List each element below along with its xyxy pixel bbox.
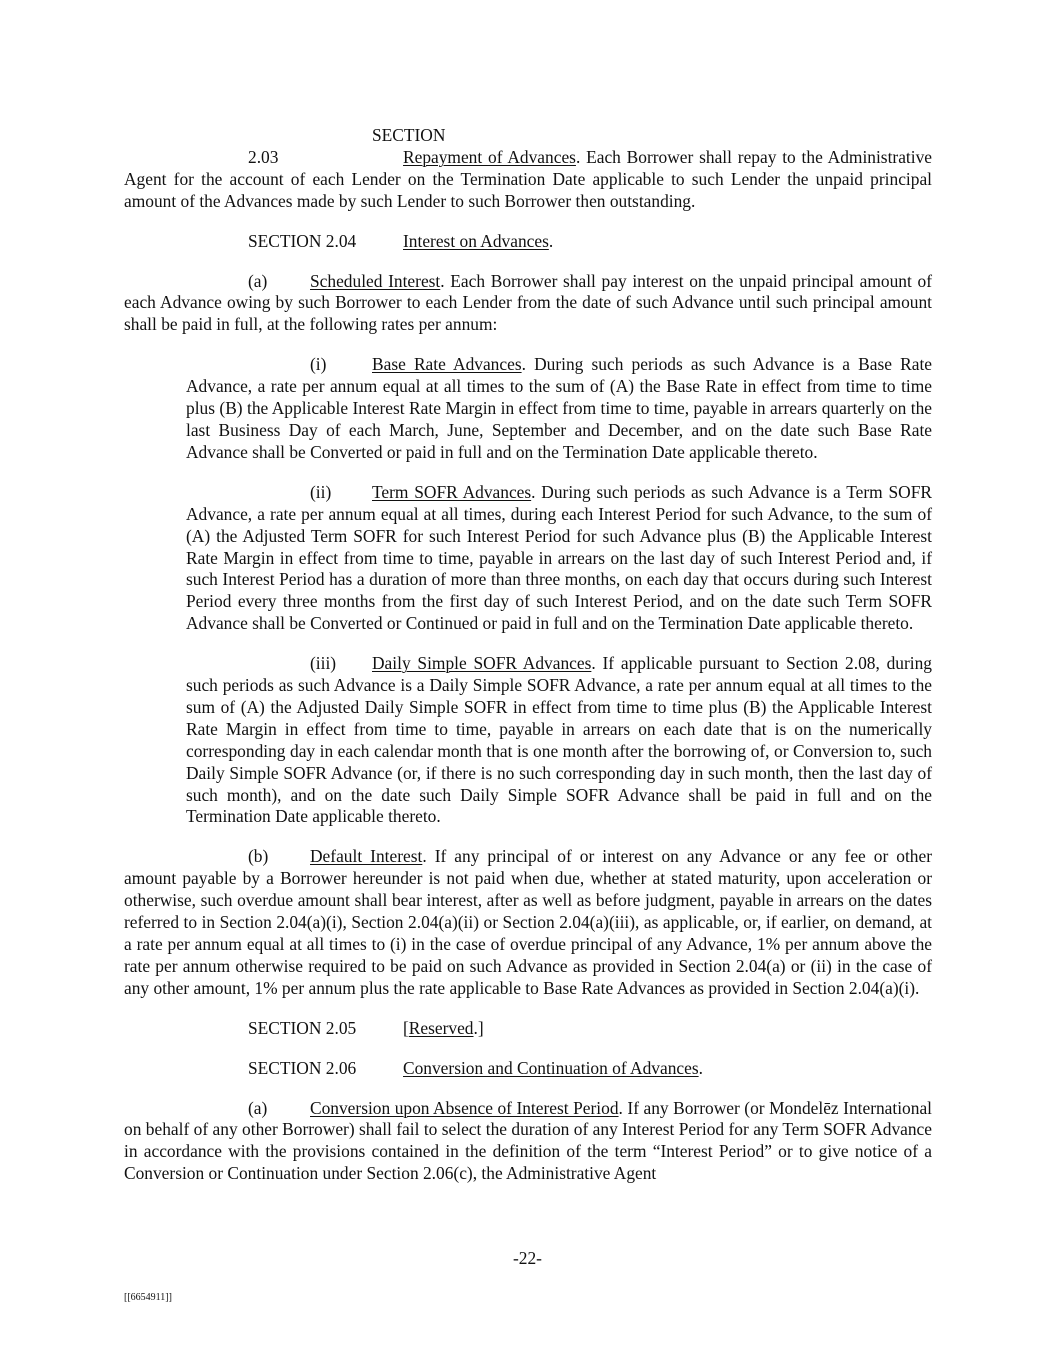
section-title: Repayment of Advances bbox=[403, 146, 576, 167]
document-id: [[6654911]] bbox=[124, 1292, 172, 1303]
body-text bbox=[124, 125, 932, 1203]
clause-label: (iii) bbox=[310, 653, 337, 674]
clause-title: Term SOFR Advances bbox=[372, 481, 532, 502]
bracket-open: [ bbox=[403, 1017, 409, 1038]
clause-title: Daily Simple SOFR Advances bbox=[372, 653, 592, 674]
section-title: Interest on Advances bbox=[403, 230, 549, 251]
section-text: . Each Borrower shall repay to the Administrative Agent for the account of each Lender on the Termination Date applicable to such Lender the unpaid principal amount of the Advances made by such Lender to such Borrower then outstanding. bbox=[124, 146, 932, 211]
section-2-05-heading bbox=[124, 1018, 932, 1040]
clause-label: (a) bbox=[248, 270, 268, 291]
clause-text: . During such periods as such Advance is a Base Rate Advance, a rate per annum equal at all times to the sum of (A) the Base Rate in effect from time to time plus (B) the Applicable Interest Rate Margin in effect from time to time, payable in arrears quarterly on the last Business Day of each March, June, September and December, and on the date such Base Rate Advance shall be Converted or paid in full and on the Termination Date applicable thereto. bbox=[186, 354, 932, 462]
clause-title: Base Rate Advances bbox=[372, 354, 522, 375]
clause-title: Conversion upon Absence of Interest Period bbox=[310, 1097, 619, 1118]
clause-title: Scheduled Interest bbox=[310, 270, 441, 291]
bracket-close: .] bbox=[473, 1017, 484, 1038]
section-title-period: . bbox=[698, 1057, 703, 1078]
clause-text: . If any principal of or interest on any Advance or any fee or other amount payable by a Borrower hereunder is not paid when due, whether at stated maturity, upon acceleration or otherwise, such overdue amount shall bear interest, after as well as before judgment, payable in arrears on the dates referred to in Section 2.04(a)(i), Section 2.04(a)(ii) or Section 2.04(a)(iii), as applicable, or, if earlier, on demand, at a rate per annum equal at all times to (i) in the case of overdue principal of any Advance, 1% per annum above the rate per annum otherwise required to be paid on such Advance as provided in Section 2.04(a) or (ii) in the case of any other amount, 1% per annum plus the rate applicable to Base Rate Advances as provided in Section 2.04(a)(i). bbox=[124, 846, 933, 998]
section-title: Reserved bbox=[408, 1017, 474, 1038]
section-2-06-heading bbox=[124, 1058, 932, 1080]
section-2-04-heading bbox=[124, 231, 932, 253]
clause-2-04-a-i bbox=[186, 354, 932, 464]
section-number: SECTION 2.03 bbox=[248, 125, 446, 167]
clause-label: (a) bbox=[248, 1097, 268, 1118]
section-number: SECTION 2.06 bbox=[248, 1057, 357, 1078]
clause-label: (b) bbox=[248, 846, 269, 867]
clause-2-04-b bbox=[124, 846, 932, 999]
page-number: -22- bbox=[513, 1248, 542, 1268]
clause-text: . Each Borrower shall pay interest on the unpaid principal amount of each Advance owing by such Borrower to each Lender from the date of such Advance until such principal amount shall be paid in full, at the following rates per annum: bbox=[124, 270, 932, 335]
clause-text: . If any Borrower (or Mondelēz International on behalf of any other Borrower) shall fail to select the duration of any Interest Period for any Term SOFR Advance in accordance with the provisions contained in the definition of the term “Interest Period” or to give notice of a Conversion or Continuation under Section 2.06(c), the Administrative Agent bbox=[124, 1097, 932, 1184]
section-number: SECTION 2.05 bbox=[248, 1017, 357, 1038]
clause-2-06-a bbox=[124, 1098, 932, 1186]
section-title: Conversion and Continuation of Advances bbox=[403, 1057, 699, 1078]
clause-title: Default Interest bbox=[310, 846, 423, 867]
clause-label: (i) bbox=[310, 354, 327, 375]
section-title-period: . bbox=[548, 230, 554, 251]
clause-text: . During such periods as such Advance is a Term SOFR Advance, a rate per annum equal at all times, during each Interest Period for such Advance, to the sum of (A) the Adjusted Term SOFR for such Interest Period for such Advance plus (B) the Applicable Interest Rate Margin in effect from time to time, payable in arrears on the last day of such Interest Period and, if such Interest Period has a duration of more than three months, on each day that occurs during such Interest Period every three months from the first day of such Interest Period, and on the date such Term SOFR Advance shall be Converted or Continued or paid in full and on the Termination Date applicable thereto. bbox=[186, 481, 932, 634]
clause-2-04-a-iii bbox=[186, 653, 932, 828]
clause-label: (ii) bbox=[310, 481, 332, 502]
clause-2-04-a-ii bbox=[186, 482, 932, 635]
clause-text: . If applicable pursuant to Section 2.08, during such periods as such Advance is a Daily Simple SOFR Advance, a rate per annum equal at all times to the sum of (A) the Adjusted Daily Simple SOFR in effect from time to time plus (B) the Applicable Interest Rate Margin in effect from time to time, payable in arrears on each date that is on the numerically corresponding day in each calendar month that is one month after the borrowing of, or Conversion to, such Daily Simple SOFR Advance (or, if there is no such corresponding day in such month, then the last day of such month), and on the date such Daily Simple SOFR Advance shall be paid in full and on the Termination Date applicable thereto. bbox=[186, 653, 932, 827]
clause-2-04-a bbox=[124, 271, 932, 337]
section-2-03-paragraph bbox=[124, 125, 932, 213]
section-number: SECTION 2.04 bbox=[248, 230, 357, 251]
